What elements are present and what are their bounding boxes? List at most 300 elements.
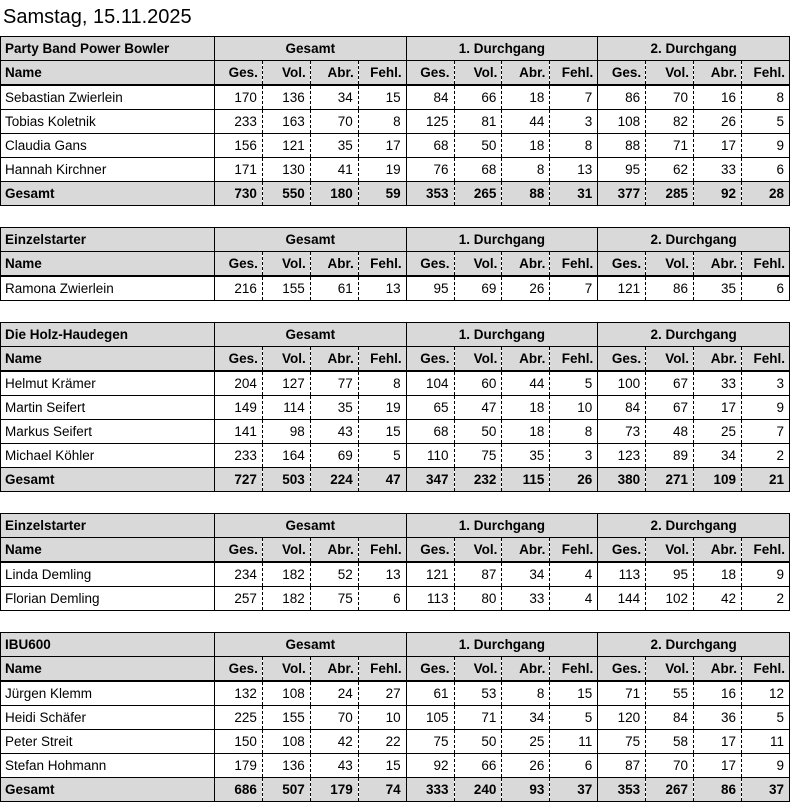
score-cell: 69 [454,276,502,301]
score-cell: 43 [310,420,358,444]
score-cell: 110 [406,444,454,468]
score-cell: 67 [646,396,694,420]
score-cell: 17 [694,730,742,754]
player-row [1,730,790,754]
score-cell: 102 [646,587,694,611]
group-header: 1. Durchgang [406,37,598,61]
score-cell: 13 [358,276,406,301]
score-cell: 33 [502,587,550,611]
column-header-sub: Ges. [406,61,454,86]
column-header-sub: Ges. [598,657,646,682]
player-row [1,85,790,110]
score-cell: 12 [741,681,789,706]
column-header-sub: Ges. [215,538,263,563]
total-score-cell: 88 [502,182,550,206]
score-cell: 144 [598,587,646,611]
column-header-sub: Vol. [454,252,502,277]
score-cell: 18 [694,562,742,587]
column-header-sub: Abr. [310,61,358,86]
score-cell: 73 [598,420,646,444]
column-header-sub: Abr. [310,657,358,682]
score-cell: 44 [502,371,550,396]
score-cell: 42 [310,730,358,754]
score-cell: 92 [406,754,454,778]
score-cell: 81 [454,110,502,134]
score-cell: 95 [646,562,694,587]
total-score-cell: 21 [741,468,789,492]
score-cell: 113 [598,562,646,587]
score-cell: 8 [502,681,550,706]
score-cell: 17 [694,134,742,158]
score-cell: 156 [215,134,263,158]
group-header: 2. Durchgang [598,514,790,538]
score-cell: 2 [741,587,789,611]
score-cell: 4 [550,562,598,587]
total-score-cell: 686 [215,778,263,802]
column-header-sub: Vol. [646,657,694,682]
score-cell: 18 [502,134,550,158]
group-header: Gesamt [215,228,407,252]
player-name-cell: Peter Streit [1,730,215,754]
score-cell: 60 [454,371,502,396]
total-score-cell: 727 [215,468,263,492]
score-cell: 233 [215,110,263,134]
score-cell: 149 [215,396,263,420]
score-cell: 170 [215,85,263,110]
score-cell: 8 [550,420,598,444]
score-cell: 3 [550,110,598,134]
score-cell: 55 [646,681,694,706]
score-cell: 95 [598,158,646,182]
score-cell: 84 [598,396,646,420]
column-header-sub: Abr. [502,252,550,277]
score-cell: 6 [741,158,789,182]
score-cell: 19 [358,158,406,182]
score-cell: 8 [550,134,598,158]
team-name: Die Holz-Haudegen [1,323,215,347]
column-header-sub: Vol. [262,347,310,372]
column-header-sub: Ges. [598,347,646,372]
column-header-sub: Fehl. [550,657,598,682]
column-header-sub: Abr. [694,61,742,86]
score-cell: 42 [694,587,742,611]
column-header-sub: Ges. [406,538,454,563]
total-score-cell: 353 [598,778,646,802]
score-cell: 84 [646,706,694,730]
column-header-sub: Vol. [262,61,310,86]
team-header-row [1,633,790,657]
score-cell: 18 [502,396,550,420]
score-cell: 5 [741,110,789,134]
score-cell: 8 [741,85,789,110]
group-header: 1. Durchgang [406,323,598,347]
total-score-cell: 26 [550,468,598,492]
column-header-name: Name [1,347,215,372]
score-cell: 50 [454,730,502,754]
score-cell: 13 [358,562,406,587]
score-cell: 257 [215,587,263,611]
team-name: Party Band Power Bowler [1,37,215,61]
player-name-cell: Martin Seifert [1,396,215,420]
column-header-sub: Vol. [262,538,310,563]
player-name-cell: Helmut Krämer [1,371,215,396]
score-cell: 77 [310,371,358,396]
total-score-cell: 109 [694,468,742,492]
score-cell: 44 [502,110,550,134]
score-cell: 75 [598,730,646,754]
score-cell: 88 [598,134,646,158]
score-cell: 7 [550,276,598,301]
score-cell: 11 [741,730,789,754]
score-cell: 18 [502,420,550,444]
score-cell: 86 [646,276,694,301]
score-cell: 179 [215,754,263,778]
score-cell: 6 [550,754,598,778]
total-score-cell: 47 [358,468,406,492]
column-header-sub: Vol. [454,61,502,86]
column-header-sub: Abr. [502,61,550,86]
score-cell: 10 [358,706,406,730]
score-cell: 53 [454,681,502,706]
team-name: Einzelstarter [1,514,215,538]
total-score-cell: 550 [262,182,310,206]
score-cell: 7 [550,85,598,110]
column-header-sub: Fehl. [741,252,789,277]
column-header-sub: Fehl. [358,538,406,563]
score-cell: 87 [454,562,502,587]
total-score-cell: 92 [694,182,742,206]
score-cell: 75 [406,730,454,754]
team-name: IBU600 [1,633,215,657]
score-cell: 41 [310,158,358,182]
group-header: 2. Durchgang [598,633,790,657]
score-cell: 123 [598,444,646,468]
score-cell: 68 [454,158,502,182]
player-name-cell: Stefan Hohmann [1,754,215,778]
total-row [1,182,790,206]
score-cell: 67 [646,371,694,396]
score-cell: 108 [262,681,310,706]
score-cell: 24 [310,681,358,706]
score-cell: 89 [646,444,694,468]
column-header-sub: Vol. [454,347,502,372]
column-header-sub: Abr. [310,347,358,372]
score-cell: 108 [262,730,310,754]
score-cell: 71 [646,134,694,158]
score-cell: 25 [694,420,742,444]
total-score-cell: 285 [646,182,694,206]
column-header-sub: Ges. [406,657,454,682]
column-header-sub: Fehl. [741,61,789,86]
player-row [1,562,790,587]
total-score-cell: 377 [598,182,646,206]
column-header-sub: Fehl. [550,538,598,563]
score-cell: 69 [310,444,358,468]
column-header-sub: Ges. [598,252,646,277]
player-row [1,276,790,301]
group-header: 2. Durchgang [598,323,790,347]
score-cell: 15 [358,85,406,110]
score-cell: 87 [598,754,646,778]
column-header-name: Name [1,657,215,682]
score-cell: 127 [262,371,310,396]
column-header-sub: Vol. [646,347,694,372]
column-header-sub: Fehl. [741,538,789,563]
score-cell: 98 [262,420,310,444]
tables-container [0,36,790,802]
team-header-row [1,514,790,538]
column-header-sub: Abr. [310,538,358,563]
column-header-sub: Abr. [502,657,550,682]
player-row [1,158,790,182]
score-cell: 18 [502,85,550,110]
column-header-sub: Vol. [646,252,694,277]
score-cell: 9 [741,396,789,420]
score-cell: 68 [406,420,454,444]
total-score-cell: 380 [598,468,646,492]
column-header-sub: Ges. [215,347,263,372]
score-cell: 75 [454,444,502,468]
score-cell: 61 [406,681,454,706]
player-name-cell: Jürgen Klemm [1,681,215,706]
score-cell: 71 [598,681,646,706]
total-score-cell: 37 [741,778,789,802]
score-cell: 26 [502,276,550,301]
player-name-cell: Linda Demling [1,562,215,587]
total-score-cell: 232 [454,468,502,492]
score-cell: 13 [550,158,598,182]
column-header-sub: Fehl. [741,347,789,372]
total-score-cell: 265 [454,182,502,206]
column-header-row [1,347,790,372]
score-cell: 10 [550,396,598,420]
score-cell: 130 [262,158,310,182]
column-header-name: Name [1,252,215,277]
total-score-cell: 224 [310,468,358,492]
score-cell: 95 [406,276,454,301]
score-cell: 66 [454,85,502,110]
score-cell: 5 [741,706,789,730]
column-header-sub: Abr. [694,347,742,372]
column-header-sub: Ges. [215,252,263,277]
score-cell: 6 [741,276,789,301]
score-cell: 65 [406,396,454,420]
total-score-cell: 37 [550,778,598,802]
total-score-cell: 347 [406,468,454,492]
column-header-sub: Ges. [406,347,454,372]
column-header-sub: Fehl. [550,347,598,372]
score-cell: 22 [358,730,406,754]
total-score-cell: 28 [741,182,789,206]
score-cell: 70 [646,754,694,778]
group-header: Gesamt [215,37,407,61]
column-header-row [1,538,790,563]
score-cell: 121 [598,276,646,301]
score-cell: 61 [310,276,358,301]
score-cell: 15 [358,754,406,778]
score-cell: 17 [694,754,742,778]
score-cell: 68 [406,134,454,158]
total-label-cell: Gesamt [1,182,215,206]
score-cell: 216 [215,276,263,301]
score-cell: 70 [310,110,358,134]
team-header-row [1,323,790,347]
score-cell: 80 [454,587,502,611]
score-cell: 35 [502,444,550,468]
player-name-cell: Claudia Gans [1,134,215,158]
score-cell: 36 [694,706,742,730]
player-row [1,706,790,730]
score-cell: 234 [215,562,263,587]
column-header-row [1,61,790,86]
score-cell: 33 [694,158,742,182]
score-cell: 171 [215,158,263,182]
score-cell: 26 [502,754,550,778]
player-row [1,420,790,444]
total-label-cell: Gesamt [1,778,215,802]
score-cell: 6 [358,587,406,611]
column-header-sub: Abr. [694,252,742,277]
score-cell: 27 [358,681,406,706]
column-header-sub: Ges. [598,538,646,563]
player-name-cell: Florian Demling [1,587,215,611]
column-header-sub: Fehl. [741,657,789,682]
column-header-sub: Vol. [454,538,502,563]
player-row [1,371,790,396]
column-header-sub: Fehl. [358,61,406,86]
score-cell: 155 [262,276,310,301]
score-cell: 182 [262,562,310,587]
total-score-cell: 86 [694,778,742,802]
score-cell: 8 [358,371,406,396]
player-name-cell: Hannah Kirchner [1,158,215,182]
column-header-row [1,657,790,682]
column-header-sub: Abr. [310,252,358,277]
total-score-cell: 333 [406,778,454,802]
score-cell: 15 [358,420,406,444]
column-header-name: Name [1,538,215,563]
score-cell: 8 [358,110,406,134]
score-cell: 15 [550,681,598,706]
column-header-name: Name [1,61,215,86]
score-cell: 163 [262,110,310,134]
score-cell: 34 [310,85,358,110]
score-cell: 2 [741,444,789,468]
total-score-cell: 271 [646,468,694,492]
group-header: 1. Durchgang [406,633,598,657]
score-cell: 25 [502,730,550,754]
total-score-cell: 507 [262,778,310,802]
group-header: 2. Durchgang [598,37,790,61]
column-header-sub: Vol. [646,538,694,563]
score-cell: 33 [694,371,742,396]
column-header-sub: Ges. [598,61,646,86]
score-cell: 16 [694,681,742,706]
results-table-1 [0,36,790,206]
column-header-sub: Fehl. [358,252,406,277]
score-cell: 17 [358,134,406,158]
column-header-sub: Vol. [454,657,502,682]
column-header-sub: Ges. [406,252,454,277]
team-header-row [1,37,790,61]
score-cell: 141 [215,420,263,444]
score-cell: 121 [262,134,310,158]
column-header-sub: Abr. [694,538,742,563]
score-cell: 50 [454,134,502,158]
total-row [1,468,790,492]
group-header: Gesamt [215,323,407,347]
column-header-sub: Vol. [262,657,310,682]
score-cell: 204 [215,371,263,396]
score-cell: 132 [215,681,263,706]
player-row [1,110,790,134]
column-header-sub: Abr. [694,657,742,682]
results-table-3 [0,322,790,492]
page-title: Samstag, 15.11.2025 [3,6,192,28]
score-cell: 233 [215,444,263,468]
score-cell: 34 [502,706,550,730]
score-cell: 182 [262,587,310,611]
score-cell: 75 [310,587,358,611]
column-header-sub: Abr. [502,538,550,563]
score-cell: 120 [598,706,646,730]
results-page [0,5,790,802]
score-cell: 136 [262,754,310,778]
score-cell: 114 [262,396,310,420]
score-cell: 19 [358,396,406,420]
total-score-cell: 31 [550,182,598,206]
score-cell: 5 [358,444,406,468]
score-cell: 9 [741,562,789,587]
group-header: 1. Durchgang [406,228,598,252]
score-cell: 26 [694,110,742,134]
total-score-cell: 353 [406,182,454,206]
total-score-cell: 179 [310,778,358,802]
player-name-cell: Sebastian Zwierlein [1,85,215,110]
score-cell: 70 [310,706,358,730]
score-cell: 108 [598,110,646,134]
team-name: Einzelstarter [1,228,215,252]
player-row [1,681,790,706]
group-header: Gesamt [215,514,407,538]
player-name-cell: Michael Köhler [1,444,215,468]
score-cell: 70 [646,85,694,110]
score-cell: 5 [550,371,598,396]
score-cell: 3 [550,444,598,468]
player-row [1,444,790,468]
score-cell: 66 [454,754,502,778]
score-cell: 35 [310,134,358,158]
score-cell: 9 [741,754,789,778]
score-cell: 136 [262,85,310,110]
results-table-4 [0,513,790,611]
column-header-sub: Fehl. [550,252,598,277]
score-cell: 34 [694,444,742,468]
total-score-cell: 180 [310,182,358,206]
score-cell: 155 [262,706,310,730]
score-cell: 4 [550,587,598,611]
player-row [1,754,790,778]
column-header-sub: Fehl. [358,347,406,372]
score-cell: 86 [598,85,646,110]
column-header-sub: Fehl. [550,61,598,86]
score-cell: 105 [406,706,454,730]
group-header: Gesamt [215,633,407,657]
score-cell: 11 [550,730,598,754]
player-row [1,134,790,158]
score-cell: 164 [262,444,310,468]
group-header: 1. Durchgang [406,514,598,538]
